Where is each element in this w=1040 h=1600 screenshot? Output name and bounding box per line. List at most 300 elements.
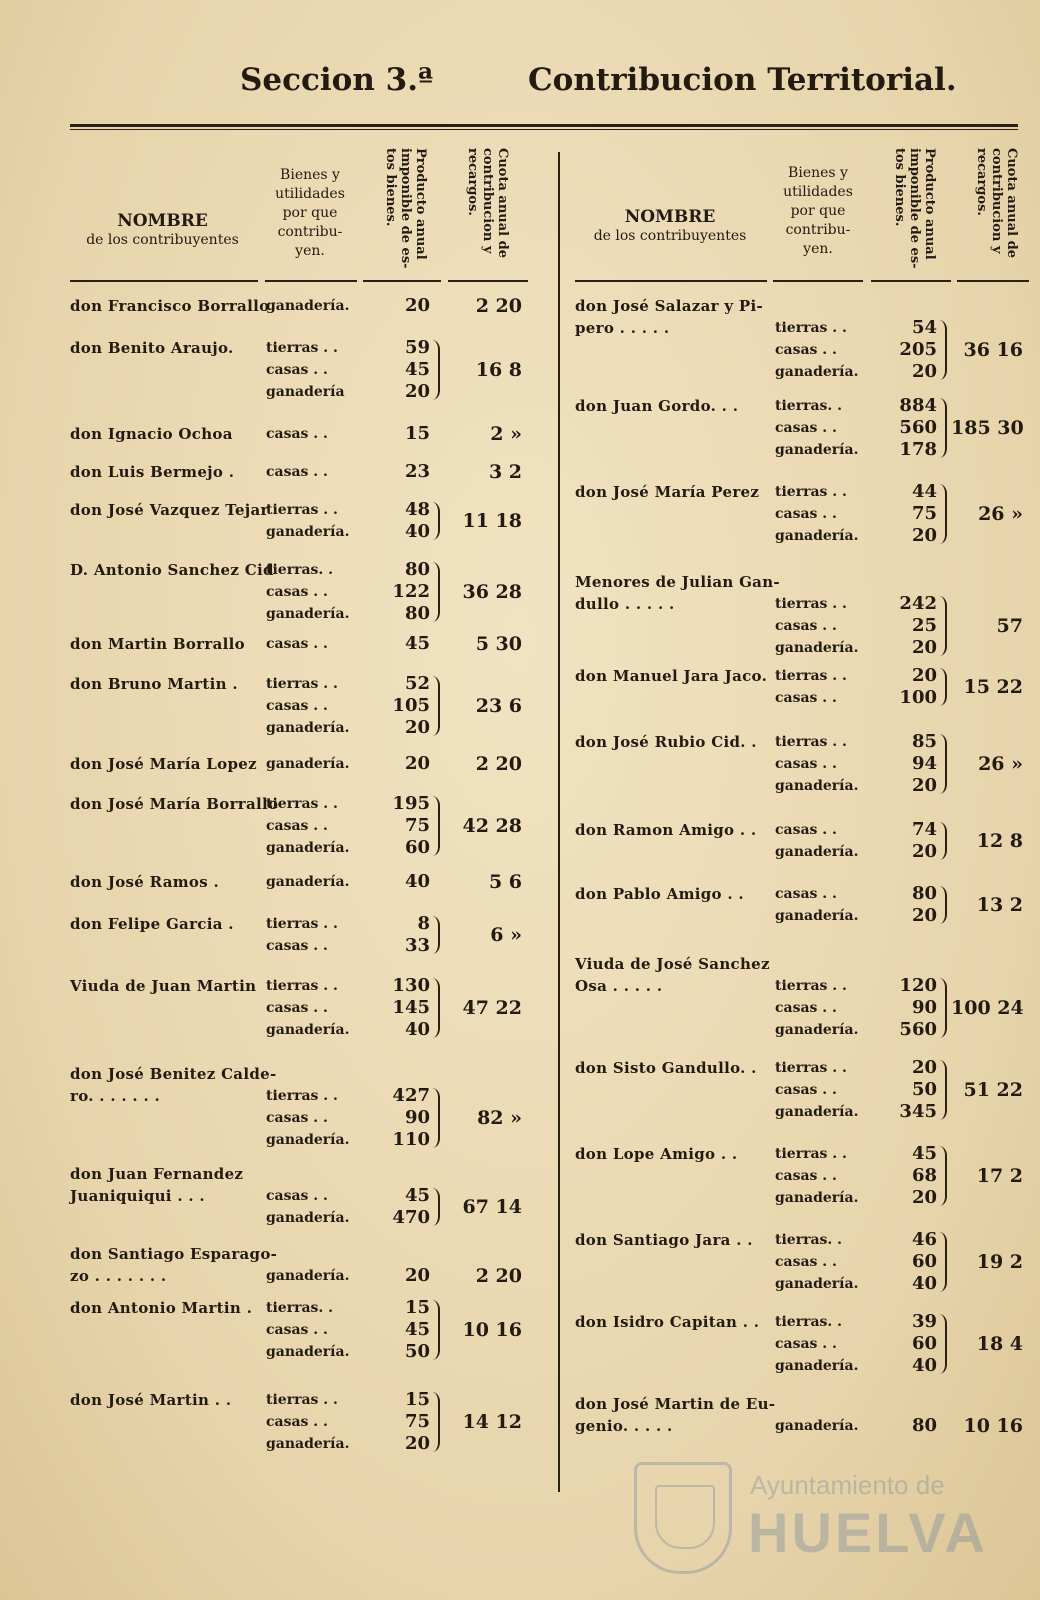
brace-mark [939,596,947,656]
contributor-name-line: Osa . . . . . [575,977,663,995]
product-value: 20 [911,905,937,926]
product-value: 560 [899,1019,937,1040]
column-divider [558,152,560,1492]
goods-item: ganadería. [775,908,859,924]
goods-item: tierras. . [775,1314,843,1330]
product-value: 15 [404,423,430,444]
contributor-name [575,1057,757,1079]
product-value: 20 [404,295,430,316]
goods-list [775,1311,858,1377]
quota-value: 23 6 [475,695,522,717]
product-value: 20 [404,717,430,738]
goods-item: ganadería. [266,756,350,772]
product-value: 178 [899,439,937,460]
goods-list [775,731,858,797]
quota-value: 2 » [490,423,522,445]
product-value: 20 [911,637,937,658]
product-value: 345 [899,1101,937,1122]
goods-list [775,883,858,927]
goods-item: tierras . . [775,1060,847,1076]
product-values [875,883,937,927]
product-values [875,481,937,547]
brace-mark [432,978,440,1038]
product-values [370,753,430,775]
goods-item: casas . . [775,886,837,902]
header-rule [70,124,1018,127]
product-values [875,731,937,797]
contributor-name-line: don José María Perez [575,483,760,501]
product-value: 60 [911,1333,937,1354]
quota-value: 3 2 [488,461,522,483]
goods-list [775,819,858,863]
goods-item: ganadería. [775,1276,859,1292]
brace-mark [432,1088,440,1148]
coat-of-arms-icon [634,1462,732,1574]
contributor-name [70,461,234,483]
goods-item: tierras . . [775,320,847,336]
product-value: 130 [392,975,430,996]
product-values [875,593,937,659]
quota-value: 42 28 [462,815,522,837]
goods-list [266,337,345,403]
brace-mark [432,916,440,954]
product-value: 45 [404,633,430,654]
goods-item: ganadería. [266,1022,350,1038]
goods-list [775,317,858,383]
product-value: 90 [911,997,937,1018]
goods-item: ganadería. [775,1190,859,1206]
brace-mark [432,562,440,622]
product-values [370,1297,430,1363]
contributor-name [575,481,759,503]
contributor-name [70,423,233,445]
goods-list [775,1057,858,1123]
goods-list [266,1265,349,1287]
product-value: 75 [404,1411,430,1432]
contributor-name-line: don José Vazquez Tejar [70,501,269,519]
quota-value: 16 8 [475,359,522,381]
contributor-name [575,395,738,417]
product-values [370,499,430,543]
contributor-name [575,1229,753,1251]
goods-item: casas . . [266,698,328,714]
goods-item: tierras . . [266,502,338,518]
contributor-name [70,871,219,893]
goods-item: tierras . . [266,978,338,994]
quota-value: 51 22 [963,1079,1023,1101]
left-column [70,140,548,1454]
contributor-name [70,499,269,521]
watermark-line1: Ayuntamiento de [750,1470,945,1500]
quota-value: 17 2 [976,1165,1023,1187]
brace-mark [432,796,440,856]
contributor-name [70,1063,277,1107]
goods-list [775,481,858,547]
quota-value: 12 8 [976,830,1023,852]
contributor-name-line: don José Salazar y Pi- [575,297,764,315]
product-value: 20 [911,665,937,686]
product-value: 40 [404,1019,430,1040]
contributor-name [70,337,234,359]
brace-mark [939,886,947,924]
name-header-line2: de los contribuyentes [593,228,747,244]
goods-item: casas . . [775,822,837,838]
goods-item: tierras . . [266,340,338,356]
contributor-name-line: don Santiago Jara . . [575,1231,753,1249]
product-values [875,1311,937,1377]
goods-list [266,295,349,317]
product-values [370,913,430,957]
contributor-name-line: genio. . . . . [575,1417,673,1435]
quota-value: 2 20 [475,1265,522,1287]
header-underline [70,280,258,282]
product-value: 20 [911,775,937,796]
goods-item: ganadería. [775,844,859,860]
contributor-name [575,1393,775,1437]
contributor-name [575,819,756,841]
goods-item: tierras . . [775,668,847,684]
product-value: 20 [911,361,937,382]
product-value: 242 [899,593,937,614]
product-value: 40 [911,1273,937,1294]
name-header-line1: NOMBRE [624,207,716,227]
goods-list [266,975,349,1041]
contributor-name [575,883,744,905]
product-value: 33 [404,935,430,956]
goods-list [266,1085,349,1151]
quota-value: 36 28 [462,581,522,603]
goods-item: ganadería [266,384,345,400]
quota-value: 15 22 [963,676,1023,698]
product-value: 105 [392,695,430,716]
goods-list [775,593,858,659]
product-value: 80 [911,883,937,904]
contributor-name-line: don Isidro Capitan . . [575,1313,760,1331]
product-value: 122 [392,581,430,602]
goods-item: ganadería. [266,298,350,314]
goods-item: ganadería. [266,606,350,622]
product-value: 120 [899,975,937,996]
product-values [370,1085,430,1151]
product-value: 100 [899,687,937,708]
contributor-name [70,1389,231,1411]
product-value: 54 [911,317,937,338]
goods-column-header [265,166,355,261]
product-value: 20 [404,1433,430,1454]
goods-list [775,1415,858,1437]
quota-value: 185 30 [951,417,1024,439]
contributor-name [575,1143,737,1165]
contributor-name-line: don Manuel Jara Jaco. [575,667,768,685]
goods-item: ganadería. [266,1132,350,1148]
goods-item: tierras . . [266,1392,338,1408]
product-value: 44 [911,481,937,502]
brace-mark [939,734,947,794]
product-value: 40 [911,1355,937,1376]
product-value: 75 [911,503,937,524]
contributor-name-line: don José Martin . . [70,1391,232,1409]
product-value: 427 [392,1085,430,1106]
goods-header-line: por que [790,203,846,219]
goods-item: casas . . [775,1336,837,1352]
product-values [370,1185,430,1229]
header-underline [575,280,767,282]
goods-item: ganadería. [775,640,859,656]
goods-item: casas . . [266,818,328,834]
goods-list [266,633,328,655]
product-value: 8 [417,913,430,934]
contributor-name [70,1163,243,1207]
product-value: 45 [404,1185,430,1206]
contributor-name-line: don Martin Borrallo [70,635,245,653]
brace-mark [432,1392,440,1452]
product-values [370,871,430,893]
quota-value: 5 6 [488,871,522,893]
contributor-name-line: don Juan Gordo. . . [575,397,739,415]
quota-value: 14 12 [462,1411,522,1433]
contributor-name-line: dullo . . . . . [575,595,675,613]
brace-mark [939,978,947,1038]
quota-value: 26 » [978,503,1023,525]
quota-value: 18 4 [976,1333,1023,1355]
product-value: 20 [911,1057,937,1078]
goods-item: casas . . [266,1110,328,1126]
quota-column-header: Cuota anual de contribucion y recargos. [974,148,1019,258]
goods-item: casas . . [266,426,328,442]
product-value: 52 [404,673,430,694]
contributor-name-line: don Pablo Amigo . . [575,885,744,903]
quota-value: 2 20 [475,753,522,775]
goods-header-line: contribu- [785,222,851,238]
goods-item: casas . . [775,1000,837,1016]
product-values [370,295,430,317]
goods-item: casas . . [775,506,837,522]
contributor-name-line: Viuda de Juan Martin [70,977,257,995]
contributor-name-line: don Felipe Garcia . [70,915,234,933]
goods-list [266,559,349,625]
quota-value: 36 16 [963,339,1023,361]
product-value: 145 [392,997,430,1018]
contributor-name [70,913,234,935]
product-values [370,673,430,739]
quota-value: 82 » [477,1107,522,1129]
product-value: 40 [404,871,430,892]
goods-item: tierras. . [266,1300,334,1316]
product-value: 68 [911,1165,937,1186]
watermark-line2: HUELVA [748,1501,988,1564]
goods-list [266,793,349,859]
goods-list [266,673,349,739]
contributor-name-line: don José Ramos . [70,873,220,891]
contributor-name-line: don Lope Amigo . . [575,1145,738,1163]
goods-list [775,1229,858,1295]
brace-mark [939,1232,947,1292]
brace-mark [939,320,947,380]
goods-item: casas . . [266,1322,328,1338]
contributor-name [70,673,238,695]
product-value: 20 [404,753,430,774]
quota-column-header: Cuota anual de contribucion y recargos. [465,148,510,258]
product-values [370,1265,430,1287]
contributor-name [70,295,269,317]
product-value: 94 [911,753,937,774]
name-column-header [575,208,765,246]
goods-item: ganadería. [775,1104,859,1120]
contributor-name-line: don Ignacio Ochoa [70,425,233,443]
goods-list [266,1389,349,1455]
contributor-name-line: don José María Lopez [70,755,257,773]
goods-list [266,1185,349,1229]
product-value: 20 [404,381,430,402]
product-values [370,423,430,445]
product-value: 884 [899,395,937,416]
header-underline [773,280,863,282]
goods-list [775,975,858,1041]
goods-list [775,665,847,709]
contributor-name [70,753,257,775]
goods-item: tierras . . [775,484,847,500]
product-column-header: Producto anual imponible de es- tos bienes. [383,148,428,269]
contributor-name [575,665,767,687]
product-value: 45 [404,1319,430,1340]
contributor-name-line: don Ramon Amigo . . [575,821,757,839]
product-values [370,1389,430,1455]
header-underline [957,280,1029,282]
contributor-name-line: don José Rubio Cid. . [575,733,757,751]
product-values [370,559,430,625]
product-value: 20 [911,525,937,546]
product-value: 45 [404,359,430,380]
contributor-name [70,975,256,997]
contributor-name-line: zo . . . . . . . [70,1267,167,1285]
goods-item: tierras . . [266,796,338,812]
goods-item: ganadería. [775,1358,859,1374]
product-value: 20 [404,1265,430,1286]
brace-mark [939,1146,947,1206]
goods-item: casas . . [266,1188,328,1204]
quota-value: 13 2 [976,894,1023,916]
contributor-name-line: don Antonio Martin . [70,1299,253,1317]
goods-item: casas . . [775,690,837,706]
goods-item: casas . . [775,756,837,772]
contributor-name-line: don José Martin de Eu- [575,1395,776,1413]
goods-item: casas . . [266,584,328,600]
contributor-name [575,571,780,615]
goods-item: casas . . [266,362,328,378]
goods-list [266,499,349,543]
product-values [370,633,430,655]
goods-item: tierras . . [775,978,847,994]
contributor-name-line: don Benito Araujo. [70,339,234,357]
page-header [0,62,1040,112]
name-header-line2: de los contribuyentes [86,232,239,248]
goods-item: casas . . [775,1168,837,1184]
product-value: 80 [404,603,430,624]
goods-item: tierras . . [266,916,338,932]
goods-item: casas . . [266,464,328,480]
product-value: 80 [404,559,430,580]
product-value: 20 [911,1187,937,1208]
product-values [875,395,937,461]
product-values [875,665,937,709]
contributor-name-line: ro. . . . . . . [70,1087,161,1105]
page-title: Contribucion Territorial. [528,62,957,98]
brace-mark [939,1314,947,1374]
product-values [370,337,430,403]
goods-item: ganadería. [775,778,859,794]
product-value: 110 [392,1129,430,1150]
product-value: 59 [404,337,430,358]
goods-header-line: contribu- [277,224,343,240]
brace-mark [432,676,440,736]
product-column-header: Producto anual imponible de es- tos bienes. [892,148,937,269]
goods-list [266,461,328,483]
product-values [875,975,937,1041]
product-value: 195 [392,793,430,814]
product-value: 40 [404,521,430,542]
goods-item: ganadería. [775,1022,859,1038]
goods-item: ganadería. [266,1436,350,1452]
goods-item: tierras . . [775,1146,847,1162]
product-value: 74 [911,819,937,840]
goods-item: tierras. . [775,1232,843,1248]
goods-list [775,395,858,461]
contributor-name-line: don Santiago Esparago- [70,1245,278,1263]
goods-header-line: yen. [803,241,833,257]
goods-header-line: por que [282,205,338,221]
goods-item: casas . . [266,1414,328,1430]
goods-item: tierras . . [775,596,847,612]
contributor-name-line: don Sisto Gandullo. . [575,1059,757,1077]
goods-item: casas . . [266,636,328,652]
goods-item: tierras . . [775,734,847,750]
product-value: 20 [911,841,937,862]
goods-item: ganadería. [266,720,350,736]
brace-mark [939,484,947,544]
product-value: 15 [404,1389,430,1410]
left-table-header [70,140,548,285]
goods-list [266,423,328,445]
goods-item: ganadería. [775,442,859,458]
product-value: 23 [404,461,430,482]
contributor-name [575,295,763,339]
product-values [875,1057,937,1123]
product-value: 80 [911,1415,937,1436]
product-value: 48 [404,499,430,520]
product-value: 60 [404,837,430,858]
goods-item: ganadería. [266,1344,350,1360]
goods-header-line: Bienes y [788,165,848,181]
contributor-name [70,633,245,655]
product-value: 15 [404,1297,430,1318]
goods-list [266,1297,349,1363]
right-column [575,140,1030,1437]
goods-item: casas . . [775,618,837,634]
quota-value: 10 16 [462,1319,522,1341]
goods-item: casas . . [775,420,837,436]
brace-mark [939,1060,947,1120]
product-values [875,1229,937,1295]
goods-item: casas . . [775,1254,837,1270]
product-values [370,975,430,1041]
product-values [370,793,430,859]
quota-value: 26 » [978,753,1023,775]
product-value: 45 [911,1143,937,1164]
goods-list [266,871,349,893]
quota-value: 2 20 [475,295,522,317]
goods-header-line: yen. [295,243,325,259]
quota-value: 67 14 [462,1196,522,1218]
